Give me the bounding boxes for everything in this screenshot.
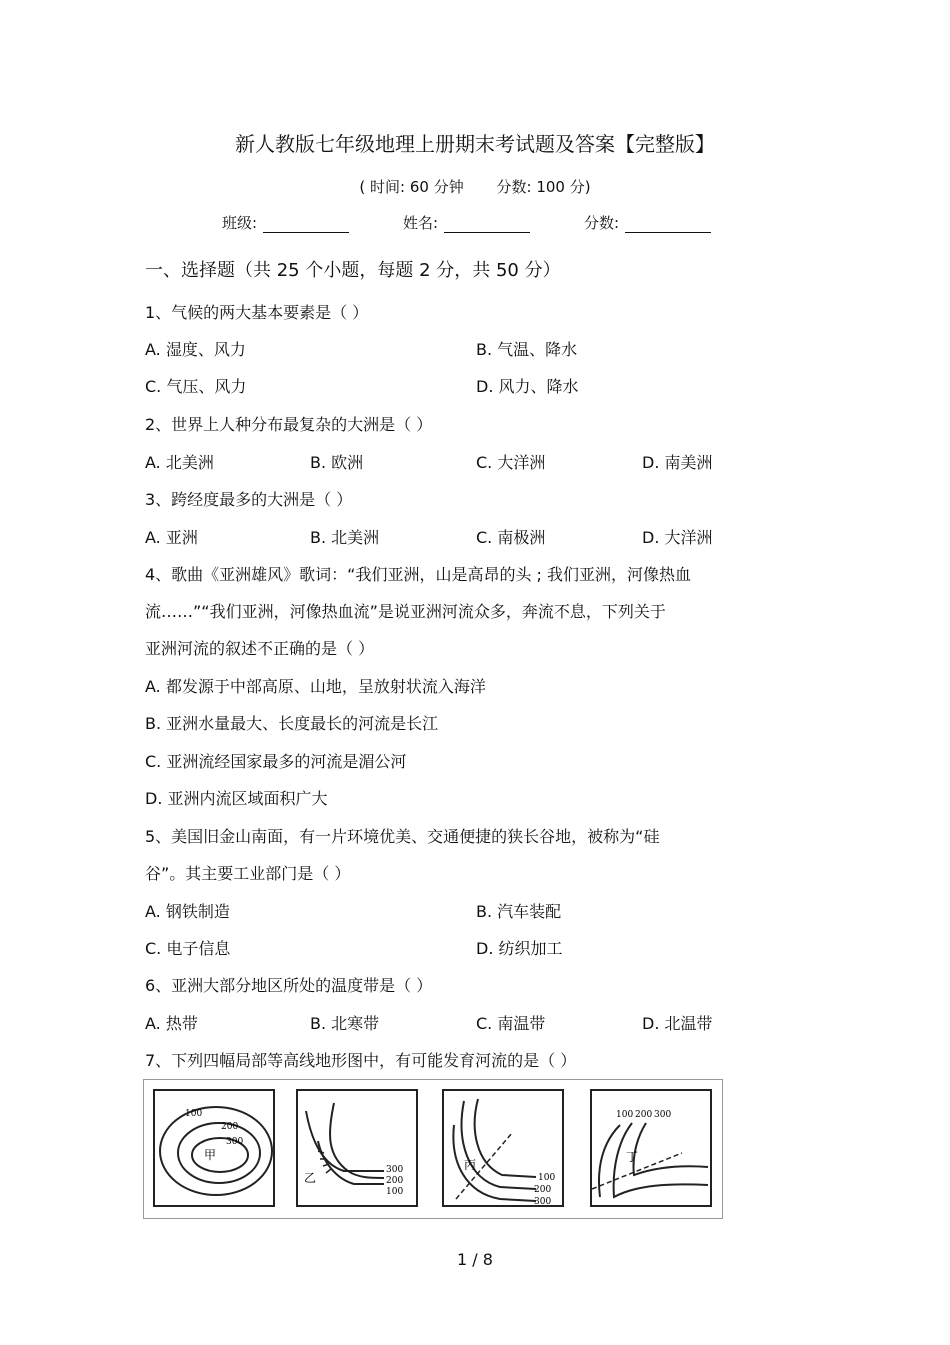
question-2-option-c[interactable]: C. 大洋洲 [476, 453, 546, 472]
contour-label: 200 [635, 1110, 653, 1120]
question-5-option-d[interactable]: D. 纺织加工 [476, 939, 563, 958]
question-4-stem-line-3: 亚洲河流的叙述不正确的是（ ） [145, 639, 375, 658]
score-label: 分数: [584, 214, 620, 232]
class-label: 班级: [222, 214, 258, 232]
map-label: 甲 [204, 1148, 217, 1162]
question-2-stem: 2、世界上人种分布最复杂的大洲是（ ） [145, 415, 433, 434]
question-7-stem: 7、下列四幅局部等高线地形图中，有可能发育河流的是（ ） [145, 1051, 577, 1070]
question-4-option-b[interactable]: B. 亚洲水量最大、长度最长的河流是长江 [145, 714, 439, 733]
question-6-option-b[interactable]: B. 北寒带 [310, 1014, 380, 1033]
section-title: 一、选择题（共 25 个小题，每题 2 分，共 50 分） [145, 260, 561, 281]
map-label: 丙 [464, 1158, 477, 1172]
question-1-stem: 1、气候的两大基本要素是（ ） [145, 303, 369, 322]
question-2-option-d[interactable]: D. 南美洲 [642, 453, 713, 472]
question-1-option-c[interactable]: C. 气压、风力 [145, 377, 247, 396]
contour-label: 200 [386, 1176, 404, 1186]
question-5-option-a[interactable]: A. 钢铁制造 [145, 902, 230, 921]
contour-map-yi [296, 1089, 418, 1207]
contour-map-ding [590, 1089, 712, 1207]
score-blank[interactable] [625, 216, 711, 233]
name-field [403, 212, 530, 233]
question-3-stem: 3、跨经度最多的大洲是（ ） [145, 490, 353, 509]
question-3-option-b[interactable]: B. 北美洲 [310, 528, 380, 547]
name-label: 姓名: [403, 214, 439, 232]
page-number: 1 / 8 [457, 1250, 493, 1269]
contour-label: 100 [538, 1173, 556, 1183]
contour-label: 100 [386, 1187, 404, 1197]
exam-time: ( 时间: 60 分钟 [359, 178, 464, 196]
question-4-option-d[interactable]: D. 亚洲内流区域面积广大 [145, 789, 328, 808]
class-field [222, 212, 349, 233]
class-blank[interactable] [263, 216, 349, 233]
contour-label: 300 [226, 1137, 244, 1147]
question-6-option-d[interactable]: D. 北温带 [642, 1014, 713, 1033]
question-5-option-c[interactable]: C. 电子信息 [145, 939, 231, 958]
question-2-option-b[interactable]: B. 欧洲 [310, 453, 364, 472]
question-4-stem-line-2: 流……”“我们亚洲，河像热血流”是说亚洲河流众多，奔流不息，下列关于 [145, 602, 666, 621]
contour-map-bing [442, 1089, 564, 1207]
question-3-option-c[interactable]: C. 南极洲 [476, 528, 546, 547]
map-label: 乙 [304, 1171, 317, 1185]
question-3-option-d[interactable]: D. 大洋洲 [642, 528, 713, 547]
score-field [584, 212, 711, 233]
question-6-stem: 6、亚洲大部分地区所处的温度带是（ ） [145, 976, 433, 995]
exam-score: 分数: 100 分) [496, 178, 591, 196]
map-label: 丁 [626, 1150, 639, 1164]
contour-maps-figure [143, 1079, 723, 1219]
contour-label: 100 [616, 1110, 634, 1120]
question-5-stem-line-1: 5、美国旧金山南面，有一片环境优美、交通便捷的狭长谷地，被称为“硅 [145, 827, 660, 846]
contour-label: 200 [221, 1122, 239, 1132]
question-5-option-b[interactable]: B. 汽车装配 [476, 902, 562, 921]
contour-label: 300 [534, 1197, 552, 1207]
question-4-option-c[interactable]: C. 亚洲流经国家最多的河流是湄公河 [145, 752, 407, 771]
question-3-option-a[interactable]: A. 亚洲 [145, 528, 198, 547]
question-2-option-a[interactable]: A. 北美洲 [145, 453, 214, 472]
question-1-option-a[interactable]: A. 湿度、风力 [145, 340, 246, 359]
question-6-option-c[interactable]: C. 南温带 [476, 1014, 546, 1033]
page-title: 新人教版七年级地理上册期末考试题及答案【完整版】 [235, 132, 715, 156]
contour-label: 200 [534, 1185, 552, 1195]
exam-meta [0, 176, 950, 197]
question-5-stem-line-2: 谷”。其主要工业部门是（ ） [145, 864, 351, 883]
contour-label: 300 [386, 1165, 404, 1175]
question-4-stem-line-1: 4、歌曲《亚洲雄风》歌词：“我们亚洲，山是高昂的头 ; 我们亚洲，河像热血 [145, 565, 692, 584]
contour-map-jia [153, 1089, 275, 1207]
contour-label: 300 [654, 1110, 672, 1120]
contour-label: 100 [185, 1109, 203, 1119]
question-1-option-d[interactable]: D. 风力、降水 [476, 377, 579, 396]
name-blank[interactable] [444, 216, 530, 233]
question-4-option-a[interactable]: A. 都发源于中部高原、山地，呈放射状流入海洋 [145, 677, 486, 696]
question-1-option-b[interactable]: B. 气温、降水 [476, 340, 578, 359]
question-6-option-a[interactable]: A. 热带 [145, 1014, 198, 1033]
